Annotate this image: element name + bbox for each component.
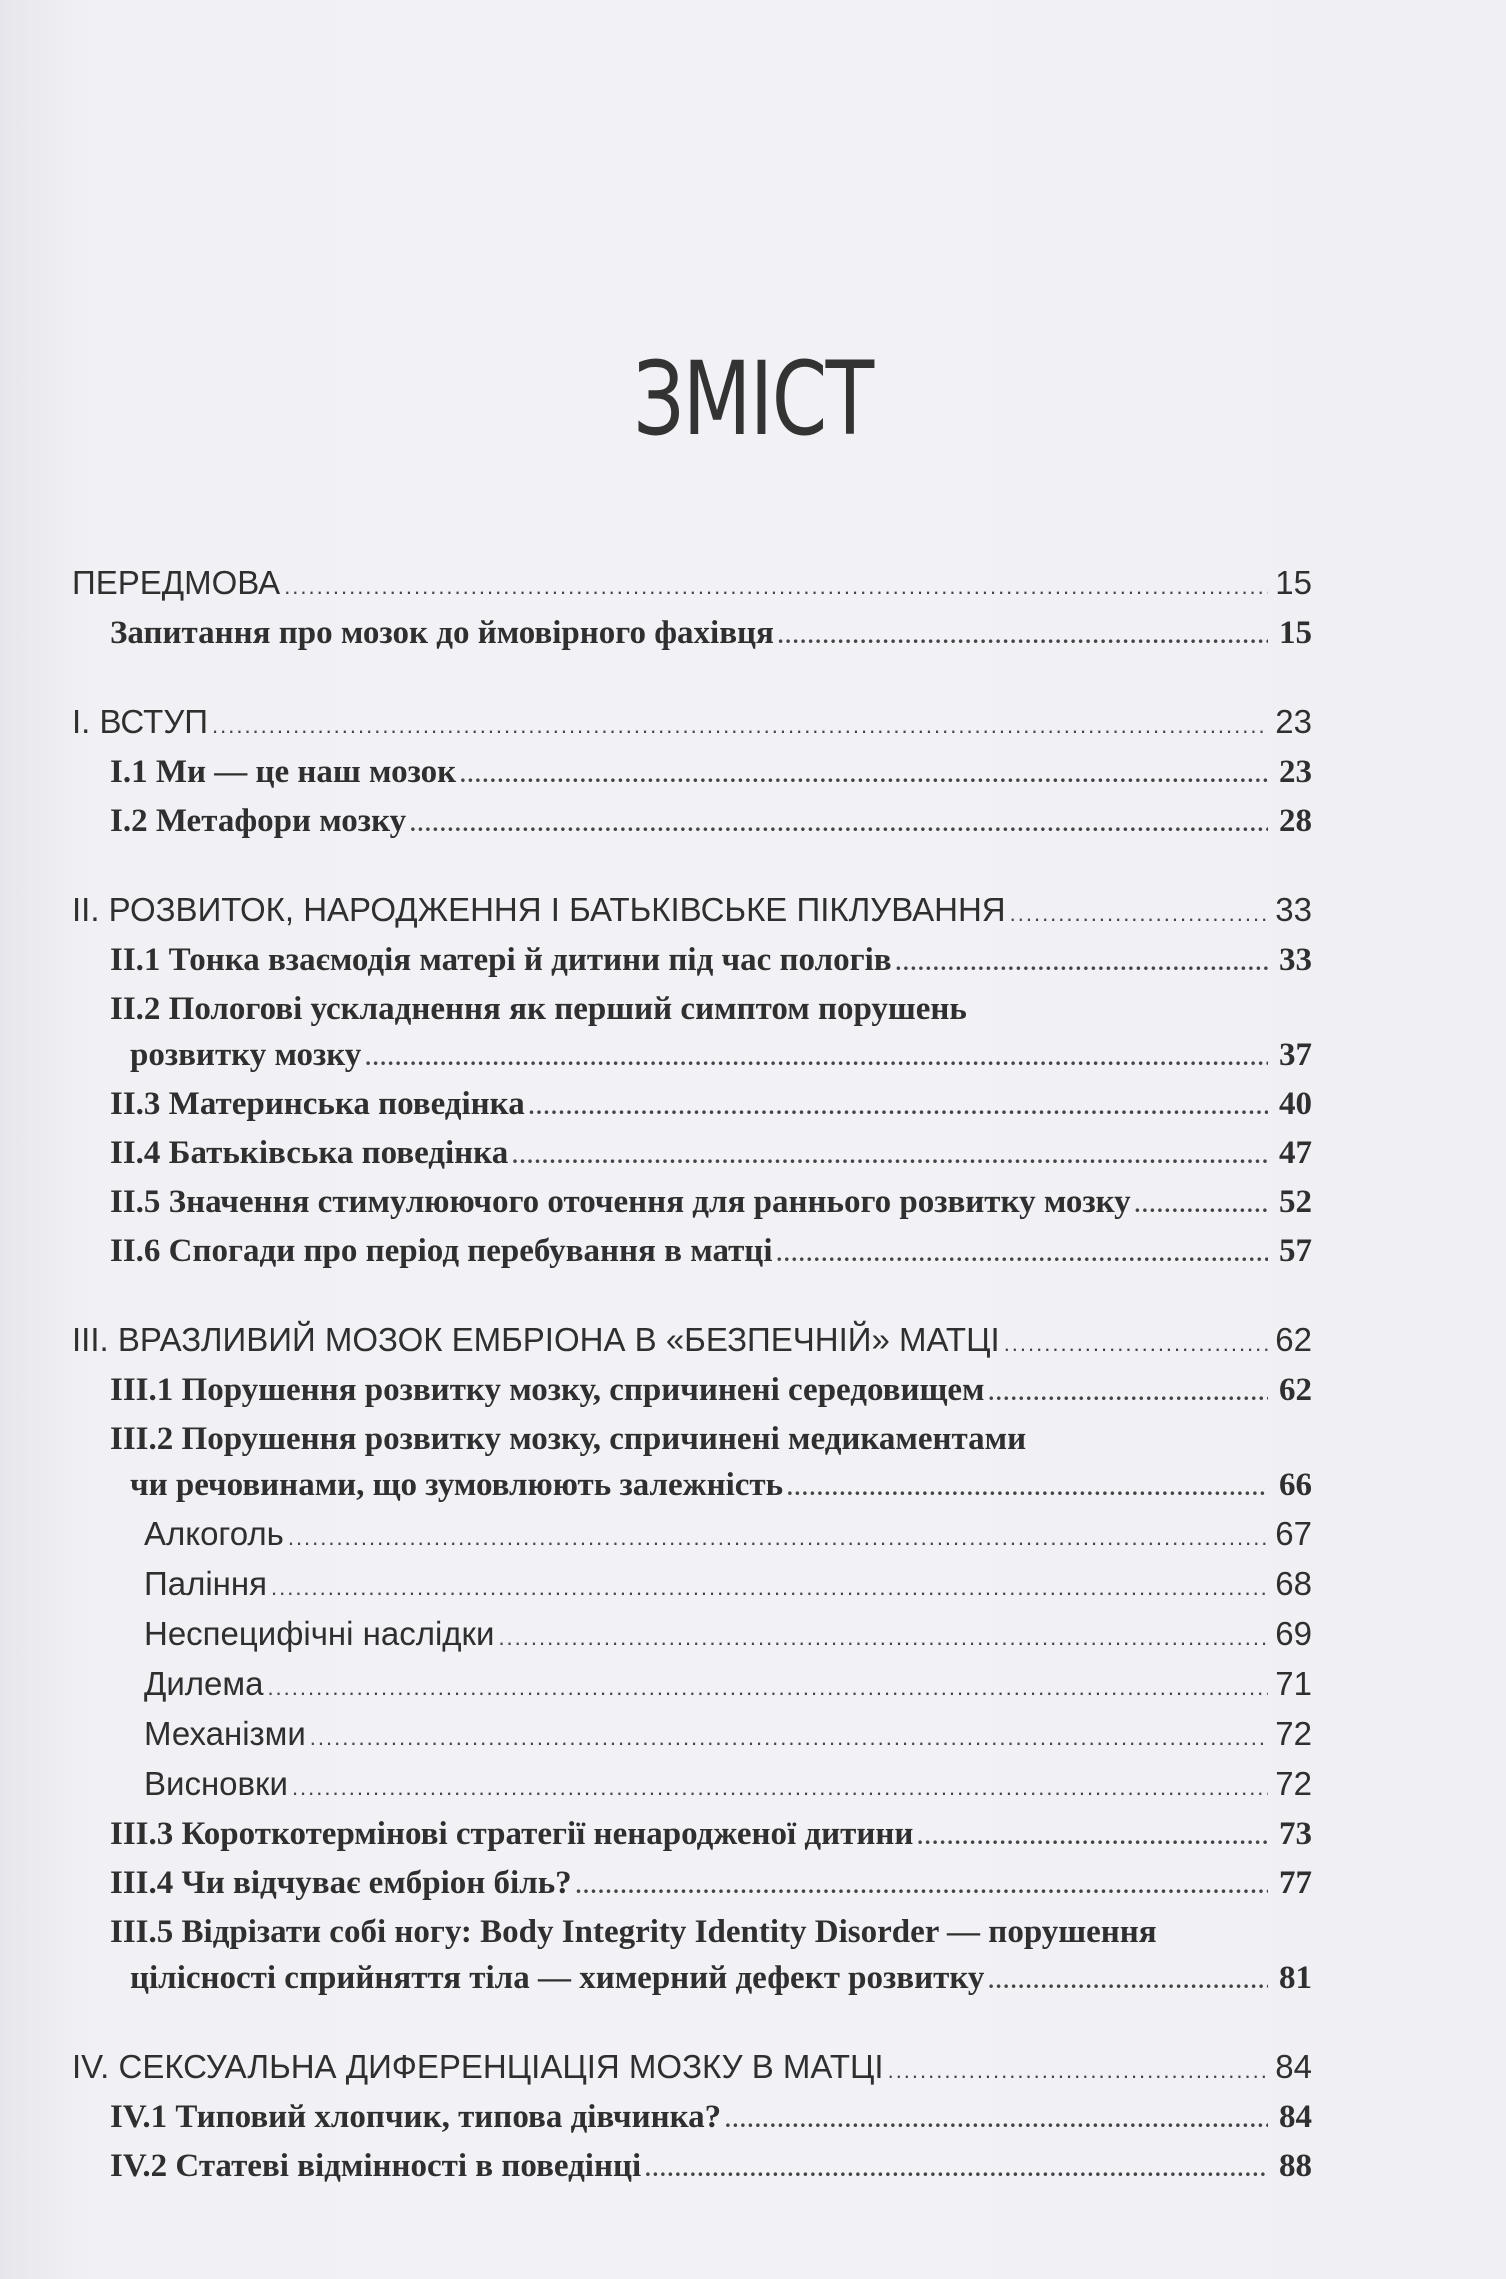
toc-page-number: 47: [1279, 1135, 1312, 1171]
toc-entry[interactable]: [72, 937, 1312, 986]
toc-page-number: 77: [1279, 1865, 1312, 1901]
toc-label: Паління: [144, 1565, 267, 1602]
toc-entry[interactable]: [72, 2044, 1312, 2094]
toc-label: III. ВРАЗЛИВИЙ МОЗОК ЕМБРІОНА В «БЕЗПЕЧНІЙ» МАТЦІ: [72, 1321, 1000, 1358]
toc-page-number: 33: [1275, 891, 1312, 928]
table-of-contents: [72, 560, 1312, 2192]
toc-page-number: 72: [1275, 1765, 1312, 1802]
toc-label: чи речовинами, що зумовлюють залежність: [130, 1467, 784, 1503]
toc-entry[interactable]: [72, 887, 1312, 937]
dot-leader: [576, 1863, 1268, 1909]
toc-label: II.1 Тонка взаємодія матері й дитини під час пологів: [110, 942, 892, 978]
toc-entry[interactable]: [72, 1081, 1312, 1130]
toc-page-number: 88: [1279, 2148, 1312, 2184]
toc-label: II.5 Значення стимулюючого оточення для раннього розвитку мозку: [110, 1184, 1131, 1220]
toc-page-number: 81: [1279, 1960, 1312, 1996]
toc-entry[interactable]: [72, 749, 1312, 798]
toc-entry[interactable]: [72, 1761, 1312, 1811]
toc-page-number: 62: [1275, 1321, 1312, 1358]
toc-label: III.3 Короткотермінові стратегії ненародженої дитини: [110, 1816, 914, 1852]
dot-leader: [888, 2048, 1268, 2094]
toc-entry[interactable]: [72, 1611, 1312, 1661]
toc-page-number: 68: [1275, 1565, 1312, 1602]
toc-page-number: 37: [1279, 1037, 1312, 1073]
toc-label: IV. СЕКСУАЛЬНА ДИФЕРЕНЦІАЦІЯ МОЗКУ В МАТЦІ: [72, 2048, 884, 2085]
toc-label: Алкоголь: [144, 1515, 284, 1552]
toc-page-number: 57: [1279, 1233, 1312, 1269]
toc-entry[interactable]: [72, 560, 1312, 610]
dot-leader: [988, 1958, 1268, 2004]
dot-leader: [645, 2146, 1268, 2192]
toc-entry[interactable]: [72, 798, 1312, 847]
dot-leader: [288, 1515, 1268, 1561]
toc-page-number: 23: [1279, 754, 1312, 790]
toc-page-number: 72: [1275, 1715, 1312, 1752]
toc-label: Висновки: [144, 1765, 288, 1802]
toc-entry[interactable]: [72, 1661, 1312, 1711]
toc-page-number: 15: [1275, 564, 1312, 601]
dot-leader: [529, 1084, 1268, 1130]
toc-label: I. ВСТУП: [72, 703, 208, 740]
toc-entry[interactable]: [72, 610, 1312, 659]
toc-label: цілісності сприйняття тіла — химерний дефект розвитку: [130, 1960, 985, 1996]
dot-leader: [1010, 891, 1268, 937]
dot-leader: [284, 564, 1268, 610]
toc-label: II.3 Материнська поведінка: [110, 1086, 525, 1122]
dot-leader: [1004, 1321, 1268, 1367]
toc-label: Механізми: [144, 1715, 306, 1752]
toc-page-number: 84: [1279, 2099, 1312, 2135]
toc-entry[interactable]: [72, 1511, 1312, 1561]
dot-leader: [896, 940, 1268, 986]
toc-page-number: 73: [1279, 1816, 1312, 1852]
dot-leader: [271, 1565, 1268, 1611]
dot-leader: [787, 1465, 1268, 1511]
toc-entry-line1[interactable]: II.2 Пологові ускладнення як перший симптом порушень: [110, 991, 967, 1027]
toc-page-number: 84: [1275, 2048, 1312, 2085]
toc-entry[interactable]: [72, 699, 1312, 749]
toc-entry[interactable]: [72, 1561, 1312, 1611]
toc-entry-line1[interactable]: III.2 Порушення розвитку мозку, спричинені медикаментами: [110, 1421, 1027, 1457]
dot-leader: [498, 1615, 1268, 1661]
toc-page-number: 62: [1279, 1372, 1312, 1408]
toc-entry[interactable]: [72, 1462, 1312, 1511]
toc-page-number: 67: [1275, 1515, 1312, 1552]
dot-leader: [917, 1814, 1268, 1860]
toc-page-number: 66: [1279, 1467, 1312, 1503]
dot-leader: [988, 1370, 1268, 1416]
toc-label: IV.1 Типовий хлопчик, типова дівчинка?: [110, 2099, 722, 2135]
toc-entry[interactable]: [72, 1955, 1312, 2004]
toc-label: II. РОЗВИТОК, НАРОДЖЕННЯ І БАТЬКІВСЬКЕ ПІКЛУВАННЯ: [72, 891, 1006, 928]
toc-entry[interactable]: [72, 1179, 1312, 1228]
toc-entry[interactable]: [72, 2143, 1312, 2192]
toc-entry[interactable]: [72, 1811, 1312, 1860]
toc-entry[interactable]: [72, 1317, 1312, 1367]
dot-leader: [1135, 1182, 1268, 1228]
dot-leader: [512, 1133, 1268, 1179]
dot-leader: [310, 1715, 1268, 1761]
toc-page-number: 52: [1279, 1184, 1312, 1220]
toc-entry[interactable]: [72, 2094, 1312, 2143]
toc-entry[interactable]: [72, 1711, 1312, 1761]
toc-label: II.4 Батьківська поведінка: [110, 1135, 509, 1171]
toc-label: III.1 Порушення розвитку мозку, спричинені середовищем: [110, 1372, 985, 1408]
toc-label: Дилема: [144, 1665, 264, 1702]
dot-leader: [410, 801, 1268, 847]
toc-label: II.6 Спогади про період перебування в матці: [110, 1233, 773, 1269]
toc-label: IV.2 Статеві відмінності в поведінці: [110, 2148, 642, 2184]
toc-label: ПЕРЕДМОВА: [72, 564, 281, 601]
toc-entry[interactable]: [72, 1130, 1312, 1179]
toc-page-number: 28: [1279, 803, 1312, 839]
dot-leader: [725, 2097, 1268, 2143]
toc-entry[interactable]: [72, 1367, 1312, 1416]
toc-label: I.2 Метафори мозку: [110, 803, 407, 839]
toc-page-number: 71: [1275, 1665, 1312, 1702]
toc-entry[interactable]: [72, 1032, 1312, 1081]
toc-page-number: 40: [1279, 1086, 1312, 1122]
toc-label: розвитку мозку: [130, 1037, 362, 1073]
dot-leader: [460, 752, 1268, 798]
dot-leader: [267, 1665, 1268, 1711]
toc-label: III.4 Чи відчуває ембріон біль?: [110, 1865, 572, 1901]
toc-page-number: 23: [1275, 703, 1312, 740]
dot-leader: [778, 613, 1268, 659]
dot-leader: [776, 1231, 1268, 1277]
toc-label: Запитання про мозок до ймовірного фахівця: [110, 615, 774, 651]
toc-label: I.1 Ми — це наш мозок: [110, 754, 457, 790]
toc-page-number: 15: [1279, 615, 1312, 651]
dot-leader: [212, 703, 1268, 749]
toc-entry[interactable]: [72, 1228, 1312, 1277]
toc-entry-line1[interactable]: III.5 Відрізати собі ногу: Body Integrity Identity Disorder — порушення: [110, 1914, 1157, 1950]
toc-page-number: 69: [1275, 1615, 1312, 1652]
dot-leader: [292, 1765, 1268, 1811]
page-title: ЗМІСТ: [633, 340, 873, 459]
dot-leader: [365, 1035, 1268, 1081]
toc-page-number: 33: [1279, 942, 1312, 978]
toc-label: Неспецифічні наслідки: [144, 1615, 495, 1652]
toc-entry[interactable]: [72, 1860, 1312, 1909]
